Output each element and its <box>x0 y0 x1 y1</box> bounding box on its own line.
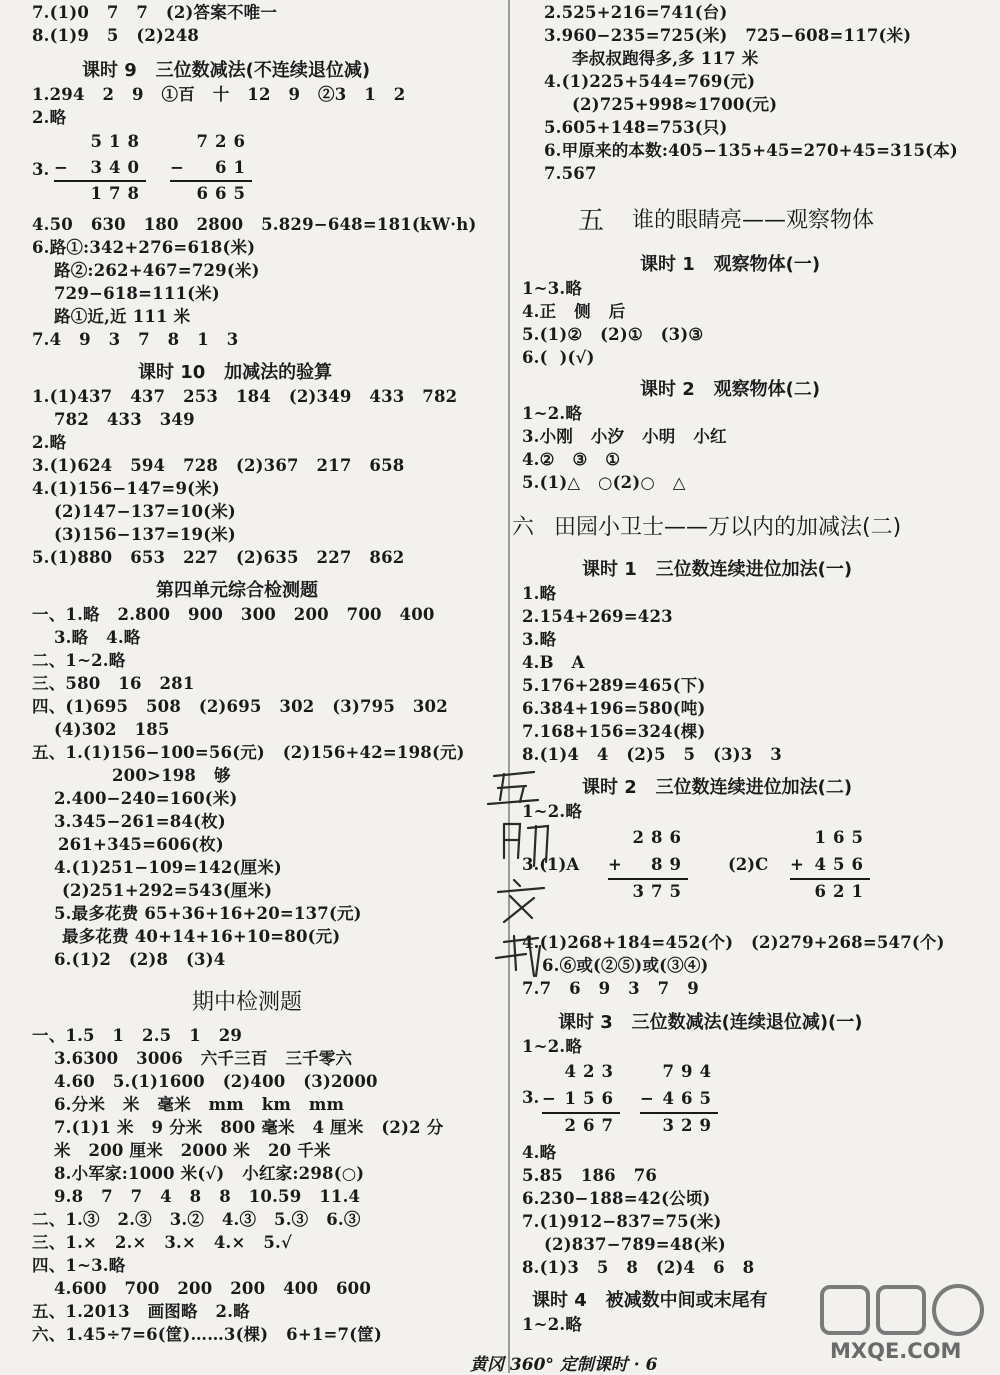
calc-result: 178 <box>90 184 146 203</box>
unit-title: 谁的眼睛亮——观察物体 <box>632 208 875 233</box>
answer-line: 李叔叔跑得多,多 117 米 <box>572 49 759 68</box>
vertical-calc-label: 3. <box>522 1088 540 1107</box>
answer-line: 4.(1)268+184=452(个) (2)279+268=547(个) <box>522 933 945 952</box>
calc-top: 726 <box>196 132 252 151</box>
answer-line: 3.(1)624 594 728 (2)367 217 658 <box>32 456 405 475</box>
minus-sign: − <box>170 158 184 177</box>
answer-line: 路②:262+467=729(米) <box>54 261 260 280</box>
answer-line: 1~2.略 <box>522 1037 583 1056</box>
answer-line: 7.567 <box>544 164 597 183</box>
answer-line: 4.(1)156−147=9(米) <box>32 479 220 498</box>
watermark-logo-icon <box>812 1283 994 1343</box>
vertical-calc-label: 3. <box>32 160 50 179</box>
answer-line: 三、580 16 281 <box>32 674 195 693</box>
answer-line: 6.甲原来的本数:405−135+45=270+45=315(本) <box>544 141 958 160</box>
minus-sign: − <box>542 1089 556 1108</box>
answer-line: 5.(1)② (2)① (3)③ <box>522 325 704 344</box>
calc-rule <box>790 878 870 880</box>
answer-line: 261+345=606(枚) <box>58 835 224 854</box>
answer-line: 7.(1)0 7 7 (2)答案不唯一 <box>32 3 278 22</box>
answer-line: 三、1.× 2.× 3.× 4.× 5.√ <box>32 1233 293 1252</box>
answer-line: 6.路①:342+276=618(米) <box>32 238 256 257</box>
answer-line: (2)147−137=10(米) <box>54 502 236 521</box>
answer-line: 二、1~2.略 <box>32 651 126 670</box>
answer-line: 8.小军家:1000 米(√) 小红家:298(○) <box>54 1164 365 1183</box>
lesson-heading: 课时 3 三位数减法(连续退位减)(一) <box>558 1012 863 1033</box>
answer-line: 1~2.略 <box>522 404 583 423</box>
unit-number: 六 <box>512 515 535 540</box>
calc-top: 794 <box>662 1062 718 1081</box>
answer-line: 5.176+289=465(下) <box>522 676 706 695</box>
calc-result: 329 <box>662 1116 718 1135</box>
lesson-heading: 课时 10 加减法的验算 <box>138 362 333 383</box>
calc-rule <box>170 180 252 182</box>
answer-line: 六、1.45÷7=6(筐)……3(棵) 6+1=7(筐) <box>32 1325 382 1344</box>
answer-line: 最多花费 40+14+16+10=80(元) <box>62 927 341 946</box>
calc-rule <box>54 180 146 182</box>
answer-line: 5.最多花费 65+36+16+20=137(元) <box>54 904 362 923</box>
answer-line: 五、1.(1)156−100=56(元) (2)156+42=198(元) <box>32 743 465 762</box>
site-watermark <box>812 1283 994 1369</box>
answer-line: 五、1.2013 画图略 2.略 <box>32 1302 250 1321</box>
calc-top: 423 <box>564 1062 620 1081</box>
answer-line: 2.154+269=423 <box>522 607 673 626</box>
vertical-calc-label: 3.(1)A <box>522 855 580 874</box>
calc-mid: 456 <box>814 855 870 874</box>
calc-result: 621 <box>814 882 870 901</box>
answer-line: 7.(1)1 米 9 分米 800 毫米 4 厘米 (2)2 分 <box>54 1118 444 1137</box>
answer-line: 7.(1)912−837=75(米) <box>522 1212 722 1231</box>
section-heading: 期中检测题 <box>192 990 303 1015</box>
answer-line: 1~3.略 <box>522 279 583 298</box>
lesson-heading: 课时 9 三位数减法(不连续退位减) <box>82 60 371 81</box>
lesson-heading: 课时 4 被减数中间或末尾有 <box>532 1290 768 1311</box>
vertical-addition <box>790 828 870 902</box>
page-footer: 黄冈 360° 定制课时 · 6 <box>470 1355 658 1375</box>
answer-line: 米 200 厘米 2000 米 20 千米 <box>54 1141 331 1160</box>
answer-line: (2)725+998≈1700(元) <box>572 95 778 114</box>
answer-line: 1.略 <box>522 584 557 603</box>
vertical-subtraction <box>640 1062 718 1136</box>
answer-line: 4.B A <box>522 653 585 672</box>
calc-top: 165 <box>814 828 870 847</box>
handwritten-note <box>474 762 584 1012</box>
calc-mid: 89 <box>651 855 688 874</box>
answer-line: (2)837−789=48(米) <box>544 1235 726 1254</box>
answer-line: 5.605+148=753(只) <box>544 118 728 137</box>
answer-line: 一、1.5 1 2.5 1 29 <box>32 1026 243 1045</box>
answer-line: 3.略 4.略 <box>54 628 141 647</box>
answer-line: 1.294 2 9 ①百 十 12 9 ②3 1 2 <box>32 85 406 104</box>
calc-rule <box>640 1112 718 1114</box>
lesson-heading: 课时 2 观察物体(二) <box>640 379 821 400</box>
answer-line: 3.略 <box>522 630 557 649</box>
answer-line: 四、1~3.略 <box>32 1256 126 1275</box>
answer-line: 6.分米 米 毫米 mm km mm <box>54 1095 345 1114</box>
answer-line: (4)302 185 <box>54 720 170 739</box>
answer-line: 8.(1)9 5 (2)248 <box>32 26 200 45</box>
calc-result: 375 <box>632 882 688 901</box>
answer-line: 7.168+156=324(棵) <box>522 722 706 741</box>
lesson-heading: 课时 1 观察物体(一) <box>640 254 821 275</box>
answer-line: 7.4 9 3 7 8 1 3 <box>32 330 239 349</box>
answer-line: 2.略 <box>32 108 67 127</box>
calc-rule <box>542 1112 620 1114</box>
handwritten-text: 互助交流 <box>474 1002 478 1003</box>
calc-mid: 61 <box>215 158 252 177</box>
vertical-calc-label: (2)C <box>728 855 769 874</box>
answer-line: 4.50 630 180 2800 5.829−648=181(kW·h) <box>32 215 477 234</box>
answer-line: 路①近,近 111 米 <box>54 307 191 326</box>
unit-title: 田园小卫士——万以内的加减法(二) <box>554 515 902 540</box>
column-divider <box>508 0 510 1373</box>
answer-line: 2.略 <box>32 433 67 452</box>
lesson-heading: 课时 1 三位数连续进位加法(一) <box>582 559 853 580</box>
vertical-subtraction <box>542 1062 620 1136</box>
answer-line: 3.小刚 小汐 小明 小红 <box>522 427 727 446</box>
answer-line: 4.600 700 200 200 400 600 <box>54 1279 372 1298</box>
calc-mid: 340 <box>90 158 146 177</box>
calc-result: 267 <box>564 1116 620 1135</box>
answer-line: 4.略 <box>522 1143 557 1162</box>
answer-line: 二、1.③ 2.③ 3.② 4.③ 5.③ 6.③ <box>32 1210 361 1229</box>
plus-sign: + <box>790 855 804 874</box>
answer-line: 1~2.略 <box>522 802 583 821</box>
answer-line: 5.(1)△ ○(2)○ △ <box>522 473 686 492</box>
answer-line: 5.85 186 76 <box>522 1166 658 1185</box>
answer-line: 8.(1)3 5 8 (2)4 6 8 <box>522 1258 755 1277</box>
answer-line: 200>198 够 <box>112 766 231 785</box>
answer-line: 3.345−261=84(枚) <box>54 812 226 831</box>
section-heading: 第四单元综合检测题 <box>156 580 318 601</box>
lesson-heading: 课时 2 三位数连续进位加法(二) <box>582 777 853 798</box>
unit-number: 五 <box>578 206 605 236</box>
plus-sign: + <box>608 855 622 874</box>
answer-line: 4.60 5.(1)1600 (2)400 (3)2000 <box>54 1072 378 1091</box>
answer-line: 9.8 7 7 4 8 8 10.59 11.4 <box>54 1187 361 1206</box>
answer-line: 6.384+196=580(吨) <box>522 699 706 718</box>
answer-line: 四、(1)695 508 (2)695 302 (3)795 302 <box>32 697 448 716</box>
answer-line: 2.525+216=741(台) <box>544 3 728 22</box>
calc-top: 518 <box>90 132 146 151</box>
calc-mid: 465 <box>662 1089 718 1108</box>
minus-sign: − <box>640 1089 654 1108</box>
minus-sign: − <box>54 158 68 177</box>
answer-line: 一、1.略 2.800 900 300 200 700 400 <box>32 605 435 624</box>
answer-line: 3.960−235=725(米) 725−608=117(米) <box>544 26 912 45</box>
answer-line: 2.400−240=160(米) <box>54 789 238 808</box>
answer-line: 8.(1)4 4 (2)5 5 (3)3 3 <box>522 745 782 764</box>
answer-line: 729−618=111(米) <box>54 284 220 303</box>
answer-line: 1~2.略 <box>522 1315 583 1334</box>
answer-line: 6.230−188=42(公顷) <box>522 1189 711 1208</box>
answer-line: 6.⑥或(②⑤)或(③④) <box>542 956 709 975</box>
answer-line: 782 433 349 <box>54 410 195 429</box>
vertical-subtraction <box>170 132 252 204</box>
answer-line: (2)251+292=543(厘米) <box>62 881 273 900</box>
calc-top: 286 <box>632 828 688 847</box>
answer-line: 6.(1)2 (2)8 (3)4 <box>54 950 226 969</box>
answer-line: 4.正 侧 后 <box>522 302 626 321</box>
vertical-subtraction <box>54 132 146 204</box>
calc-result: 665 <box>196 184 252 203</box>
answer-line: (3)156−137=19(米) <box>54 525 236 544</box>
answer-line: 6.( )(√) <box>522 348 595 367</box>
answer-line: 4.② ③ ① <box>522 450 621 469</box>
vertical-addition <box>608 828 688 902</box>
answer-line: 4.(1)251−109=142(厘米) <box>54 858 282 877</box>
answer-line: 3.6300 3006 六千三百 三千零六 <box>54 1049 353 1068</box>
calc-mid: 156 <box>564 1089 620 1108</box>
answer-line: 7.7 6 9 3 7 9 <box>522 979 699 998</box>
answer-line: 4.(1)225+544=769(元) <box>544 72 756 91</box>
watermark-text: MXQE.COM <box>830 1339 962 1363</box>
answer-line: 1.(1)437 437 253 184 (2)349 433 782 <box>32 387 458 406</box>
answer-line: 5.(1)880 653 227 (2)635 227 862 <box>32 548 405 567</box>
calc-rule <box>608 878 688 880</box>
